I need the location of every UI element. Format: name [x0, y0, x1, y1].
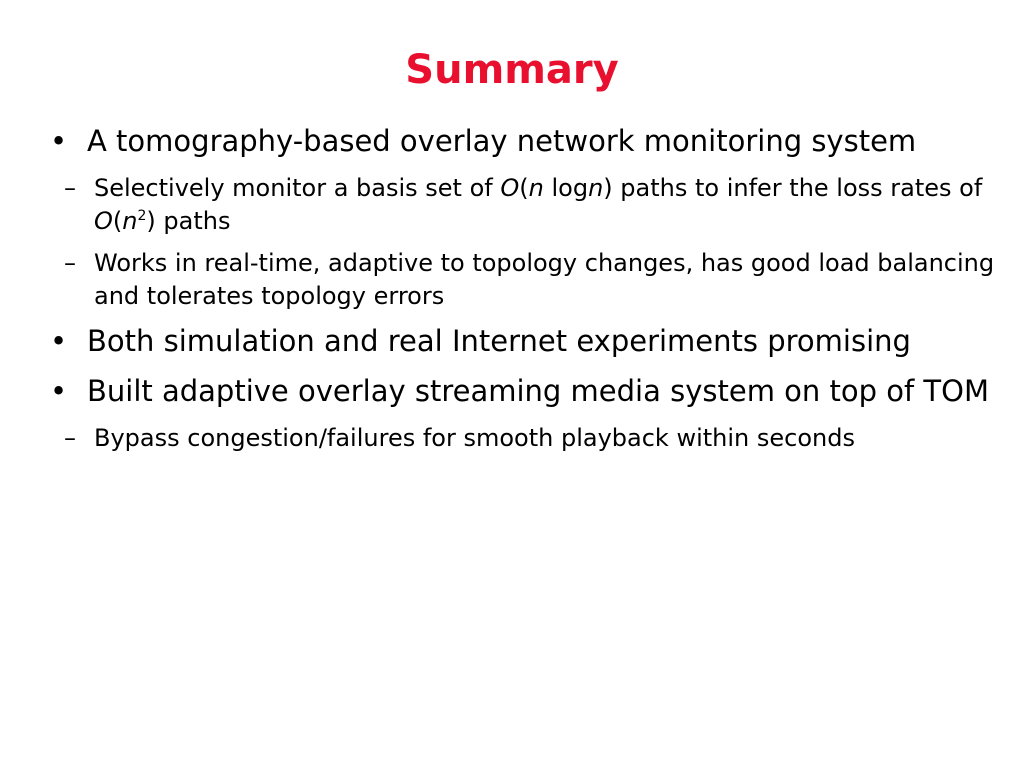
bullet-icon: • — [50, 324, 68, 358]
dash-icon: – — [64, 174, 76, 202]
bullet-text: A tomography-based overlay network monitoring system — [87, 124, 917, 158]
bullet-text: Built adaptive overlay streaming media system on top of TOM — [87, 374, 989, 408]
bullet-icon: • — [50, 124, 68, 158]
bullet-text: Both simulation and real Internet experiments promising — [87, 324, 911, 358]
dash-icon: – — [64, 249, 76, 277]
sub-bullet-text: Bypass congestion/failures for smooth playback within seconds — [94, 424, 855, 452]
bullet-item-2 — [50, 322, 1000, 360]
sub-bullet-item — [50, 172, 1000, 238]
sub-bullet-list — [50, 172, 1000, 313]
slide-title: Summary — [405, 47, 619, 93]
sub-bullet-list — [50, 422, 1000, 455]
bullet-item-1 — [50, 122, 1000, 313]
sub-bullet-text: Selectively monitor a basis set of O(n logn) paths to infer the loss rates of $O(n^2)$ paths — [94, 174, 983, 235]
bullet-item-3 — [50, 372, 1000, 455]
dash-icon: – — [64, 424, 76, 452]
sub-bullet-text: Works in real-time, adaptive to topology changes, has good load balancing and tolerates topology errors — [94, 249, 995, 310]
bullet-line — [50, 122, 1000, 160]
bullet-list — [50, 122, 1000, 464]
bullet-icon: • — [50, 374, 68, 408]
sub-bullet-item — [50, 422, 1000, 455]
sub-bullet-item — [50, 247, 1000, 313]
bullet-line — [50, 372, 1000, 410]
bullet-line — [50, 322, 1000, 360]
